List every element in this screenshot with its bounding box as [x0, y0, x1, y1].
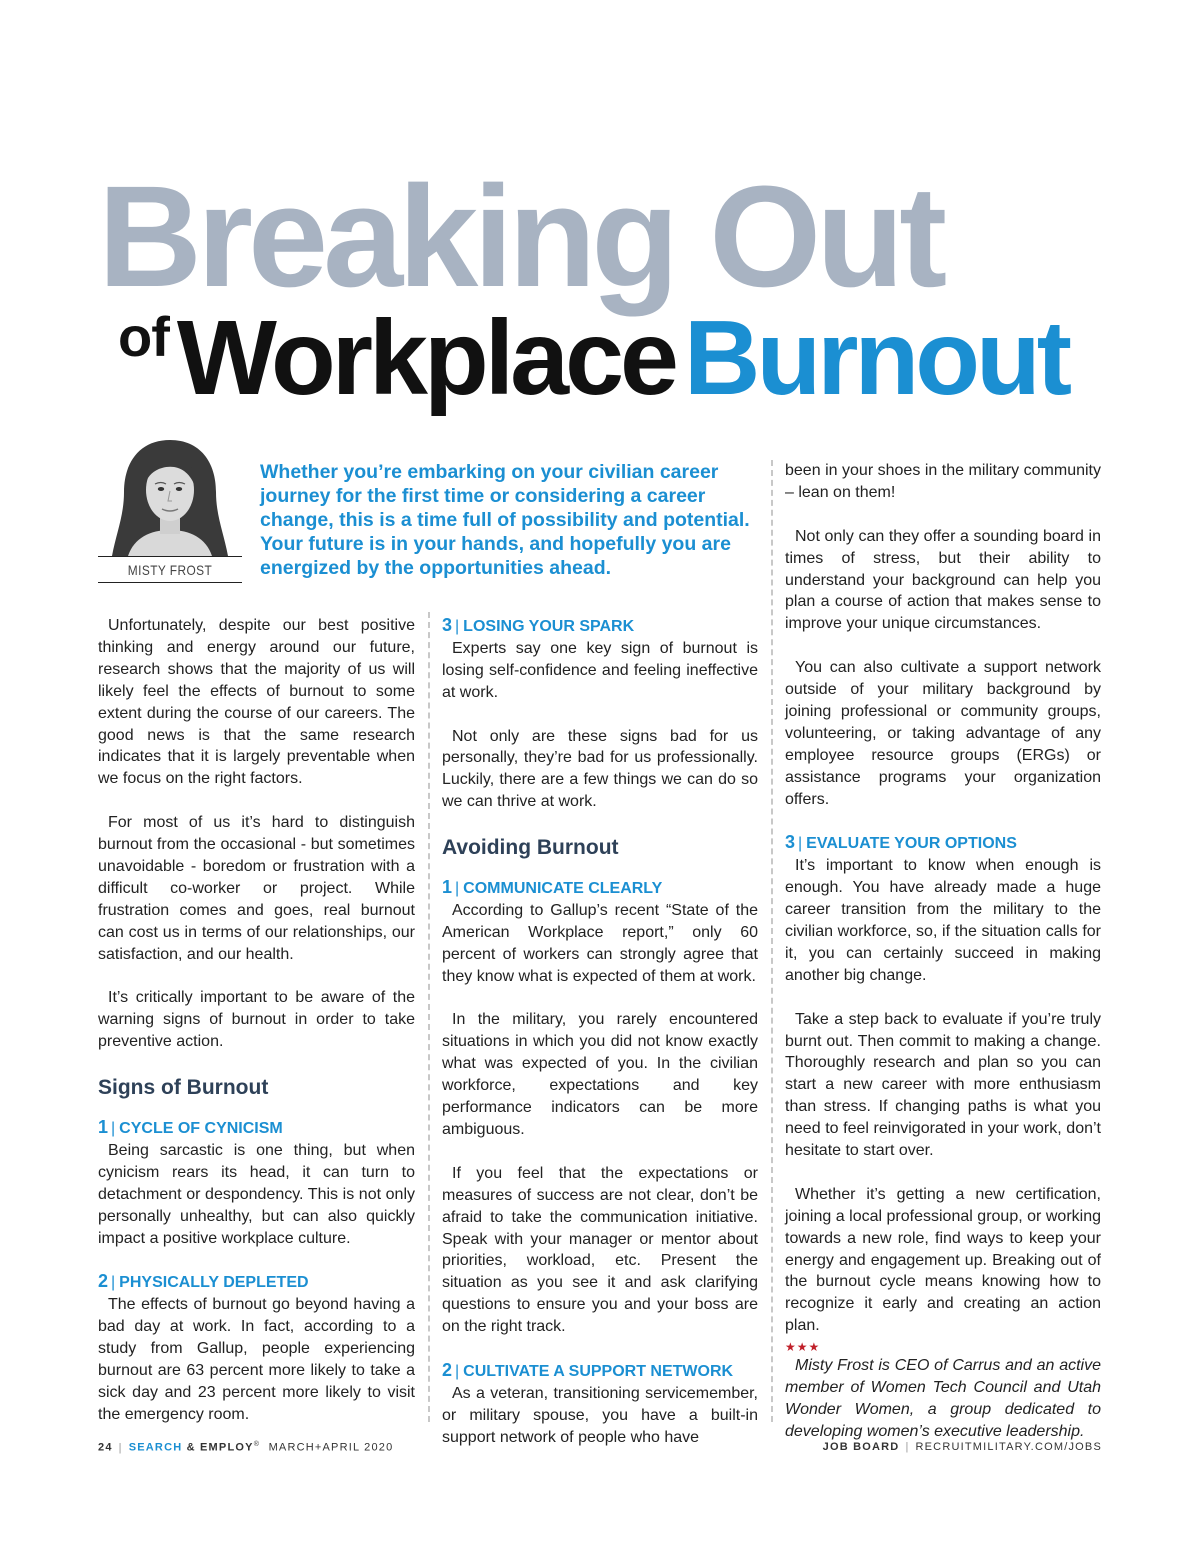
column-divider-2 [771, 460, 773, 1422]
column-divider-1 [428, 612, 430, 1422]
column-3 [785, 460, 1101, 1465]
author-bio: Misty Frost is CEO of Carrus and an active member of Women Tech Council and Utah Wonder Women, a group dedicated to developing women’s executive leadership. [785, 1357, 1101, 1440]
body-paragraph: Whether it’s getting a new certification, joining a local professional group, or working towards a new role, find ways to keep your energy and engagement up. Breaking out of the burnout cycle means knowing how to recognize it early and creating an action plan. [785, 1185, 1101, 1335]
column-2 [442, 615, 758, 1449]
subheading-cycle-of-cynicism: 1 | CYCLE OF CYNICISM [98, 1116, 283, 1137]
body-paragraph: been in your shoes in the military community – lean on them! [785, 462, 1101, 501]
body-paragraph: It’s critically important to be aware of the warning signs of burnout in order to take preventive action. [98, 989, 415, 1051]
body-paragraph: If you feel that the expectations or measures of success are not clear, don’t be afraid to take the communication initiative. Speak with your manager or mentor about priorities, workload, etc. Present the situation as you see it and ask clarifying questions to ensure you and your boss are on the right track. [442, 1164, 758, 1336]
subheading-cultivate-support-network: 2 | CULTIVATE A SUPPORT NETWORK [442, 1359, 734, 1380]
subheading-physically-depleted: 2 | PHYSICALLY DEPLETED [98, 1271, 309, 1292]
star-separator: ★★★ [785, 1340, 821, 1355]
footer-left: 24 | SEARCH & EMPLOY® MARCH+APRIL 2020 [98, 1441, 394, 1454]
body-paragraph: You can also cultivate a support network outside of your military background by joining professional or community groups, volunteering, or taking advantage of any employee resource groups (ERGs) or assistance programs your organization offers. [785, 659, 1101, 808]
headline-workplace: Workplace [176, 299, 675, 417]
magazine-brand-employ: & EMPLOY [186, 1441, 254, 1454]
section-label: JOB BOARD [822, 1441, 900, 1453]
author-block [98, 434, 242, 583]
headline-line2 [118, 299, 1068, 417]
author-photo [110, 434, 230, 556]
body-paragraph: Not only are these signs bad for us personally, they’re bad for us professionally. Luckily, there are a few things we can do so we can thrive at work. [442, 727, 758, 811]
author-rule-bottom [98, 582, 242, 583]
headline-of: of [118, 305, 169, 368]
magazine-brand-search: SEARCH [128, 1441, 183, 1454]
section-heading-signs: Signs of Burnout [98, 1075, 269, 1099]
body-paragraph: Being sarcastic is one thing, but when cynicism rears its head, it can turn to detachment or despondency. This is not only personally unhealthy, but can also quickly impact a positive workplace culture. [98, 1141, 415, 1247]
footer-right: JOB BOARD | RECRUITMILITARY.COM/JOBS [822, 1441, 1102, 1453]
page-number: 24 [98, 1441, 113, 1454]
website-url: RECRUITMILITARY.COM/JOBS [915, 1441, 1102, 1453]
body-paragraph: Take a step back to evaluate if you’re truly burnt out. Then commit to making a change. Thoroughly research and plan so you can start a new career with more enthusiasm than stress. If changing paths is what you need to feel reinvigorated in your work, don’t hesitate to start over. [785, 1010, 1101, 1160]
body-paragraph: Not only can they offer a sounding board in times of stress, but their ability to understand your background can help you plan a course of action that makes sense to improve your unique circumstances. [785, 527, 1101, 633]
subheading-evaluate-your-options: 3 | EVALUATE YOUR OPTIONS [785, 832, 1017, 853]
body-paragraph: For most of us it’s hard to distinguish burnout from the occasional - but sometimes unavoidable - boredom or frustration with a difficult co-worker or project. While frustration comes and goes, real burnout can cost us in terms of our relationships, our satisfaction, and our health. [98, 814, 415, 963]
column-1 [98, 615, 415, 1426]
body-paragraph: According to Gallup’s recent “State of the American Workplace report,” only 60 percent of workers can strongly agree that they know what is expected of them at work. [442, 901, 758, 985]
headline-burnout: Burnout [683, 299, 1068, 417]
issue-date: MARCH+APRIL 2020 [268, 1441, 394, 1454]
body-paragraph: Experts say one key sign of burnout is losing self-confidence and feeling ineffective at work. [442, 639, 758, 701]
author-name: MISTY FROST [127, 562, 213, 578]
body-paragraph: Unfortunately, despite our best positive thinking and energy around our future, research shows that the majority of us will likely feel the effects of burnout to some extent during the course of our careers. The good news is that the same research indicates that it is largely preventable when we focus on the right factors. [98, 617, 415, 788]
section-heading-avoiding: Avoiding Burnout [442, 836, 619, 860]
body-paragraph: As a veteran, transitioning servicemember, or military spouse, you have a built-in support network of people who have [442, 1384, 758, 1446]
subheading-losing-your-spark: 3 | LOSING YOUR SPARK [442, 615, 635, 635]
headline-line1: Breaking Out [98, 156, 943, 317]
subheading-communicate-clearly: 1 | COMMUNICATE CLEARLY [442, 877, 663, 898]
body-paragraph: In the military, you rarely encountered situations in which you did not know exactly what was expected of you. In the civilian workforce, expectations and key performance indicators can be more ambiguous. [442, 1011, 758, 1138]
body-paragraph: The effects of burnout go beyond having a bad day at work. In fact, according to a study from Gallup, people experiencing burnout are 63 percent more likely to take a sick day and 23 percent more likely to visit the emergency room. [98, 1296, 415, 1423]
intro-paragraph: Whether you’re embarking on your civilian career journey for the first time or considering a career change, this is a time full of possibility and potential. Your future is in your hands, and hopefully you are energized by the opportunities ahead. [260, 461, 750, 579]
body-paragraph: It’s important to know when enough is enough. You have already made a huge career transition from the military to the civilian workforce, so, if the situation calls for it, you can certainly succeed in making another big change. [785, 857, 1101, 984]
